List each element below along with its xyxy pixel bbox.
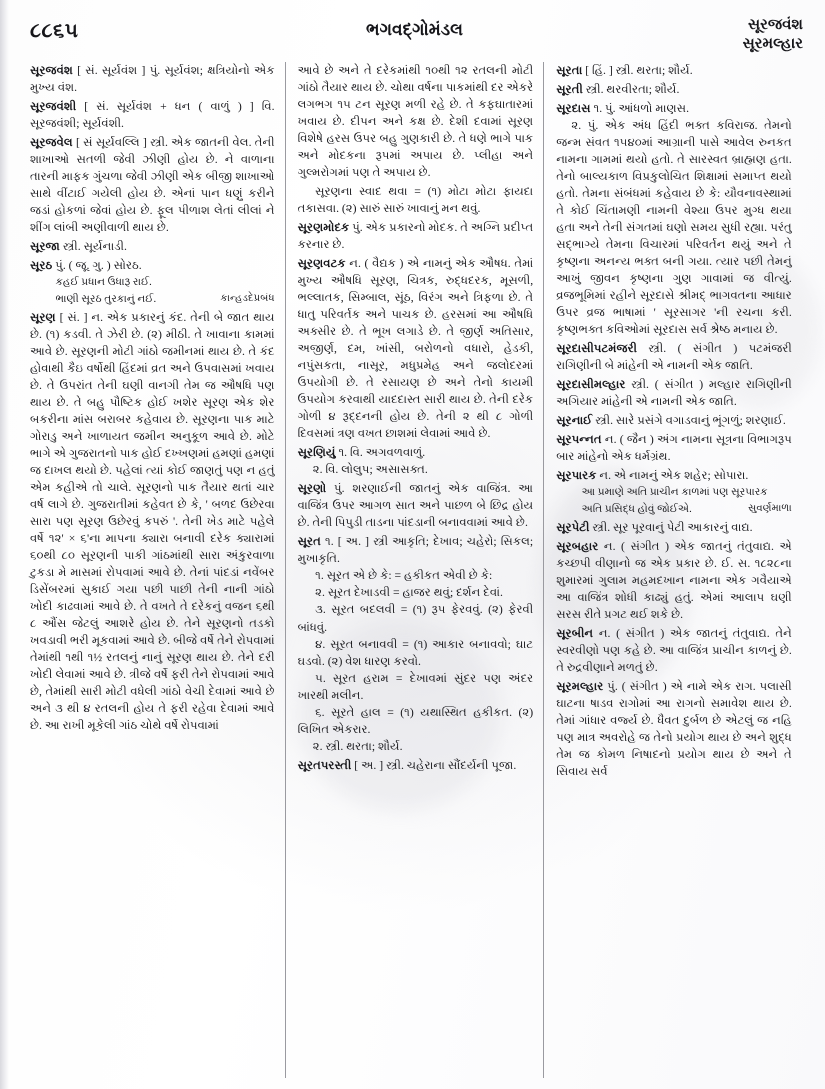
headword: સૂરણમોદક — [297, 221, 350, 235]
entry-body: ૧. પું. આંધળો માણસ. — [593, 102, 690, 116]
dictionary-entry — [30, 238, 275, 255]
continuation-text: આવે છે અને તે દરેકમાંથી ૧૦થી ૧૨ રતલની મોટી ગાંઠો તૈયાર થાય છે. ચોથા વર્ષના પાકમાંથી દર એકરે લગભગ ૧૫ ટન સૂરણ મળી રહે છે. તે કફઘાતારમાં ખવાય છે. દીપન અને કક્ષ છે. દેશી દવામાં સૂરણ વિશેષે હરસ ઉપર બહુ ગુણકારી છે. તે ધણે ભાગે પાક અને મોદકના રૂપમાં અપાય છે. પ્લીહા અને ગુલ્મરોગમાં પણ તે અપાય છે. — [297, 64, 534, 180]
column-2 — [285, 62, 544, 1078]
dictionary-entry — [30, 134, 275, 236]
entry-body: [ સં સૂર્યવલ્લિ ] સ્ત્રી. એક જાતની વેલ. તેની શાખાઓ સતળી જેવી ઝીણી હોય છે. ને વાળાના તારની માફક ગુંચળા જેવી ઝીણી એક બીજી શાખાઓ સાથે વીંટાઈ ગયેલી હોય છે. એનાં પાન ધણું કરીને જડાં હોકળાં જેવાં હોય છે. ફૂલ પીળાશ લેતાં લીલાં ને શીંગ લાંબી અણીવાળી થાય છે. — [30, 136, 275, 235]
dictionary-entry — [30, 257, 275, 307]
dictionary-entry — [30, 62, 275, 96]
entry-body: સ્ત્રી. સારે પ્રસંગે વગાડવાનું ભૂંગળું; શરણાઈ. — [595, 414, 786, 428]
dictionary-entry — [298, 480, 534, 531]
dictionary-entry — [556, 431, 792, 465]
column-1 — [26, 62, 285, 1078]
entry-body: [ અ. ] સ્ત્રી. ચહેરાના સૌંદર્યની પૂજા. — [354, 758, 517, 772]
idiom-line: ૬. સૂરતે હાલ = (૧) યથાસ્થિત હકીકત. (૨) લિખિત એકરાર. — [297, 705, 534, 736]
dictionary-entry — [556, 62, 792, 79]
page-edge-shadow — [0, 0, 9, 1089]
entry-body: ૧. [ અ. ] સ્ત્રી આકૃતિ; દેખાવ; ચહેરો; સિકલ; મુખાકૃતિ. — [297, 535, 534, 566]
idiom-gloss: = (૧) મોટા મોટા ફાયદા તકાસવા. (૨) સારું સારું ખાવાનું મન થવું. — [297, 185, 534, 216]
headword: સૂરદાસીમલ્હાર — [556, 378, 626, 392]
entry-body: સ્ત્રી. સૂર્યનાડી. — [62, 240, 127, 254]
headword: સૂરજા — [30, 240, 60, 254]
entry-body: પું. ( સંગીત ) એ નામે એક રાગ. પલાસી ઘાટના ષાડવ રાગોમાં આ રાગનો સમાવેશ થાય છે. તેમાં ગાંધાર વર્જ્ય છે. ધૈવત દુર્બળ છે એટલું જ નહિ પણ માત્ર અવરોહે જ તેનો પ્રયોગ થાય છે અને શુદ્ધ તેમ જ કોમળ નિષાદનો પ્રયોગ થાય છે અને તે સિવાય સર્વ — [556, 680, 792, 779]
citation-text: અતિ પ્રસિદ્ધ હોવું જોઈએ. — [581, 503, 692, 515]
headword: સૂરદાસ — [556, 102, 591, 116]
dictionary-entry — [556, 519, 792, 536]
entry-body: ન. ( સંગીત ) એક જાતનું તંતુવાદ્ય. એ કચ્છપી વીણાનો જ એક પ્રકાર છે. ઈ. સ. ૧૮૨૮ના શુમારમાં ગુલામ મહમદખાન નામના એક ગવૈયાએ આ વાજિંત્ર શોધી કાઢ્યું હતું. એમાં આલાપ ઘણી સરસ રીતે પ્રગટ થઈ શકે છે. — [556, 540, 792, 622]
citation-line — [30, 292, 275, 307]
idiom-line: ૪. સૂરત બનાવવી = (૧) આકાર બનાવવો; ઘાટ ઘડવો. (૨) વેશ ધારણ કરવો. — [297, 637, 534, 668]
dictionary-entry — [298, 757, 534, 774]
headword: સૂરણિયું — [297, 446, 336, 460]
idiom-headword: સૂરણના સ્વાદ થવા — [315, 185, 408, 199]
idiom-block — [298, 183, 534, 217]
dictionary-entry — [556, 412, 792, 429]
text-columns — [26, 62, 802, 1078]
dictionary-entry — [556, 340, 792, 374]
entry-body: ન. ( વૈદ્યક ) એ નામનું એક ઔષધ. તેમાં મુખ્ય ઔષધિ સૂરણ, ચિત્રક, રુદ્ધદરક, મૂસળી, ભલ્લાતક, સિમ્બાલ, સૂંઠ, વિરંગ અને ત્રિફળા છે. તે ધાતુ પરિવર્તક અને પાચક છે. હરસમાં આ ઔષધિ અક્સીર છે. તે ભૂખ લગાડે છે. તે જીર્ણ અતિસાર, અજીર્ણ, દમ, ખાંસી, બરોળનો વધારો, હેડકી, નપુંસકતા, નાસૂર, મધુપ્રમેહ અને જલોદરમાં ઉપયોગી છે. તે રસાયણ છે અને તેનો કાયમી ઉપયોગ કરવાથી યાદદાસ્ત સારી થાય છે. તેની દરેક ગોળી ૪ રૂદ્દનની હોય છે. તેની ૨ થી ૮ ગોળી દિવસમાં ત્રણ વખત છાશમાં લેવામાં આવે છે. — [297, 257, 534, 441]
citation-line — [556, 502, 792, 517]
dictionary-entry — [556, 100, 792, 338]
entry-body: સ્ત્રી. ( સંગીત ) પટમંજરી રાગિણીની બે માંહેની એ નામની એક જાતિ. — [556, 342, 792, 373]
headword: સૂરપેટી — [556, 521, 590, 535]
sense: ૨. પું. એક અંધ હિંદી ભક્ત કવિરાજ. તેમનો જન્મ સંવત ૧૫૪૦માં આગ્રાની પાસે આવેલ રુનકત નામના ગામમાં થયો હતો. તે સારસ્વત બ્રાહ્મણ હતા. તેનો બાલ્યકાળ વિપ્રકુલોચિત શિક્ષામાં સમાપ્ત થયો હતો. તેમના સંબંધમાં કહેવાય છે કે: યૌવનાવસ્થામાં તે કોઈ ચિંતામણી નામની વેશ્યા ઉપર મુગ્ધ થયા હતા અને તેની સંગતમાં ઘણો સમય સુધી રહ્યા. પરંતુ સદ્ભાગ્યે તેમના વિચારમાં પરિવર્તન થયું અને તે કૃષ્ણના અનન્ય ભક્ત બની ગયા. ત્યાર પછી તેમનું આખું જીવન કૃષ્ણના ગુણ ગાવામાં જ વીત્યું. વ્રજભૂમિમાં રહીને સૂરદાસે શ્રીમદ્ ભાગવતના આધાર ઉપર વ્રજ ભાષામાં ' સૂરસાગર 'ની રચના કરી. કૃષ્ણભક્ત કવિઓમાં સૂરદાસ સર્વ શ્રેષ્ઠ મનાય છે. — [556, 119, 792, 337]
headword: સૂરનાઈ — [556, 414, 593, 428]
citation-line: કહઈ પ્રધાન ઉધારૂ રાઈ. — [55, 277, 152, 289]
headword: સૂરતી — [556, 83, 583, 97]
page-number: ૮૮૬૫ — [30, 20, 79, 42]
entry-body: [ હિં. ] સ્ત્રી. થરતા; શૌર્ય. — [585, 64, 693, 77]
headword: સૂરજવેલ — [30, 136, 73, 150]
headword: સૂરજવંશી — [30, 100, 77, 114]
guide-words — [743, 16, 803, 54]
entry-body: ન. ( સંગીત ) એક જાતનું તંતુવાદ્ય. તેને સ્વરવીણો પણ કહે છે. આ વાજિંત્ર પ્રાચીન કાળનું છે. તે રુદ્રવીણાને મળતું છે. — [556, 627, 792, 675]
headword: સૂરપન્નત — [556, 433, 602, 447]
headword: સૂરતા — [556, 64, 583, 77]
dictionary-entry — [298, 444, 534, 478]
idiom-line — [298, 183, 534, 217]
entry-continuation — [298, 62, 534, 181]
headword: સૂરણ — [30, 311, 56, 324]
guide-word-first: સૂરજવંશ — [747, 17, 803, 33]
idiom-line: ૫. સૂરત હરામ = દેખાવમાં સુંદર પણ અંદર ખારથી મલીન. — [297, 671, 534, 702]
dictionary-entry — [298, 255, 534, 442]
headword: સૂરદાસીપટમંજરી — [556, 342, 637, 356]
citation-source: કાન્હડદેપ્રબંધ — [220, 292, 275, 304]
headword: સૂરઠ — [30, 259, 53, 273]
sense: ૧. વિ. અગવળવાળું. — [338, 446, 426, 460]
entry-body: [ સં. સૂર્યવંશ ] પું. સૂર્યવંશ; ક્ષત્રિયોનો એક મુખ્ય વંશ. — [30, 64, 275, 95]
headword: સૂરણવટક — [297, 257, 346, 271]
page-header — [26, 14, 803, 60]
idiom-line: ૧. સૂરત એ છે કે: = હકીકત એવી છે કે: — [315, 569, 493, 583]
dictionary-entry — [556, 678, 792, 780]
entry-body: સ્ત્રી. ( સંગીત ) મલ્હાર રાગિણીની અગિયાર માંહેની એ નામની એક જાતિ. — [556, 378, 792, 409]
dictionary-entry — [556, 538, 792, 623]
entry-body: પું. એક પ્રકારનો મોદક. તે અગ્નિ પ્રદીપ્ત કરનાર છે. — [297, 221, 534, 252]
headword: સૂરપારક — [556, 469, 597, 483]
column-3 — [543, 62, 802, 1078]
idiom-line: ૨. સૂરત દેખાડવી = હાજર થવું; દર્શન દેવાં. — [315, 586, 503, 600]
entry-body: સ્ત્રી. સૂર પૂરવાનું પેટી આકારનું વાદ્ય. — [592, 521, 753, 535]
dictionary-entry — [556, 81, 792, 98]
dictionary-entry — [30, 98, 275, 132]
guide-word-last: સૂરમલ્હાર — [742, 36, 803, 53]
headword: સૂરજવંશ — [30, 64, 73, 77]
dictionary-entry — [556, 467, 792, 517]
dictionary-entry — [556, 376, 792, 410]
dictionary-entry — [298, 533, 534, 754]
entry-body: [ સં. સૂર્યવંશ + ધન ( વાળું ) ] વિ. સૂરજવંશી; સૂર્યવંશી. — [30, 100, 275, 131]
citation-text: ભાણી સૂરઠ તુરકાનું નઈ. — [55, 293, 157, 305]
headword: સૂરણો — [297, 482, 327, 496]
entry-body: ન. એ નામનું એક શહેર; સોપારા. — [599, 469, 749, 483]
headword: સૂરમલ્હાર — [556, 680, 604, 694]
entry-body: સ્ત્રી. થરવીરતા; શૌર્ય. — [585, 83, 680, 97]
idiom-line: ૩. સૂરત બદલવી = (૧) રૂપ ફેરવવું. (૨) ફેરવી બાંધવું. — [297, 603, 534, 634]
headword: સૂરબહાર — [556, 540, 599, 554]
sense: ૨. સ્ત્રી. થરતા; શૌર્ય. — [312, 739, 403, 753]
dictionary-entry — [298, 219, 534, 253]
headword: સૂરત — [297, 535, 321, 549]
entry-body: પું. શરણાઈની જાતનું એક વાજિંત્ર. આ વાજિંત્ર ઉપર આગળ સાત અને પાછળ બે છિદ્ર હોય છે. તેની પિપુડી તાડના પાંદડાની બનાવવામાં આવે છે. — [297, 482, 534, 530]
headword: સૂરતપરસ્તી — [297, 758, 352, 772]
dictionary-entry — [556, 625, 792, 676]
citation-source: સુવર્ણમાળા — [748, 502, 792, 514]
book-title: ભગવદ્ગોમંડલ — [366, 20, 463, 39]
citation-line: આ પ્રમાણે અતિ પ્રાચીન કાળમાં પણ સૂરપારક — [581, 487, 768, 499]
entry-body: પું. ( જૂ. ગુ. ) સોરઠ. — [55, 259, 142, 273]
dictionary-entry — [30, 309, 275, 734]
entry-body: [ સં. ] ન. એક પ્રકારનું કંદ. તેની બે જાત થાય છે. (૧) કડવી. તે ઝેરી છે. (૨) મીઠી. તે ખાવાના કામમાં આવે છે. સૂરણની મોટી ગાંઠો જમીનમાં થાય છે. તે કંદ હોવાથી કૈઇ વર્ષોથી હિંદમાં વ્રત અને ઉપવાસમાં ખવાય છે. તે ઉપરાંત તેની ઘણી વાનગી તેમ જ ઔષધિ પણ થાય છે. તે બહુ પૌષ્ટિક હોઈ ખશેર સૂરણ એક શેર બકરીના માંસ બરાબર કહેવાય છે. સૂરણના પાક માટે ગોરાડુ અને ખાળાયત જમીન અનુકૂળ આવે છે. મોટે ભાગે એ ગુજરાતનો પાક હોઈ દખ્ખણમાં હમણાં હમણાં જ દાખલ થયો છે. પહેલાં ત્યાં કોઈ જાણતું પણ ન હતું એમ કહીએ તો ચાલે. સૂરણનો પાક તૈયાર થતાં ચાર વર્ષ લાગે છે. ગુજરાતીમાં કહેવત છે કે, ' બળદ ઉછેરવા સારા પણ સૂરણ ઉછેરવું કપરું '. તેની ખેડ માટે પહેલે વર્ષે ૧૨' × ૬'ના માપના ક્યારા બનાવી દરેક ક્યારામાં ૬૦થી ૮૦ સૂરણની પાકી ગાંઠમાંથી સારા અંકુરવાળા ટુકડા મે માસમાં રોપવામાં આવે છે. તેનાં પાંદડાં નવેંબર ડિસેંબરમાં સુકાઈ ગયા પછી પાછી તેની નાની ગાંઠો ખોદી કાઢવામાં આવે છે. તે વખતે તે દરેકનું વજન ૬થી ૮ ઔંસ જેટલું આશરે હોય છે. તેને સૂરણનો તડકો ખવડાવી ભરી મૂકવામાં આવે છે. બીજે વર્ષે તેને રોપવામાં તેમાંથી ૧થી ૧½ રતલનું નાનું સૂરણ થાય છે. તેને દરી ખોદી લેવામાં આવે છે. ત્રીજે વર્ષે ફરી તેને રોપવામાં આવે છે, તેમાંથી સારી મોટી વધેલી ગાંઠો વેચી દેવામાં આવે છે અને ૩ થી ૪ રતલની હોય તે ફરી રહેવા દેવામાં આવે છે. આ રાખી મૂકેલી ગાંઠ ચોથે વર્ષે રોપવામાં — [30, 311, 275, 733]
entry-body: ન. ( જૈન ) અંગ નામના સૂત્રના વિભાગરૂપ બાર માંહેનો એક ધર્મગ્રંથ. — [556, 433, 792, 464]
sense: ૨. વિ. લોલુપ; અસાસક્ત. — [312, 463, 428, 477]
headword: સૂરબીન — [556, 627, 594, 641]
